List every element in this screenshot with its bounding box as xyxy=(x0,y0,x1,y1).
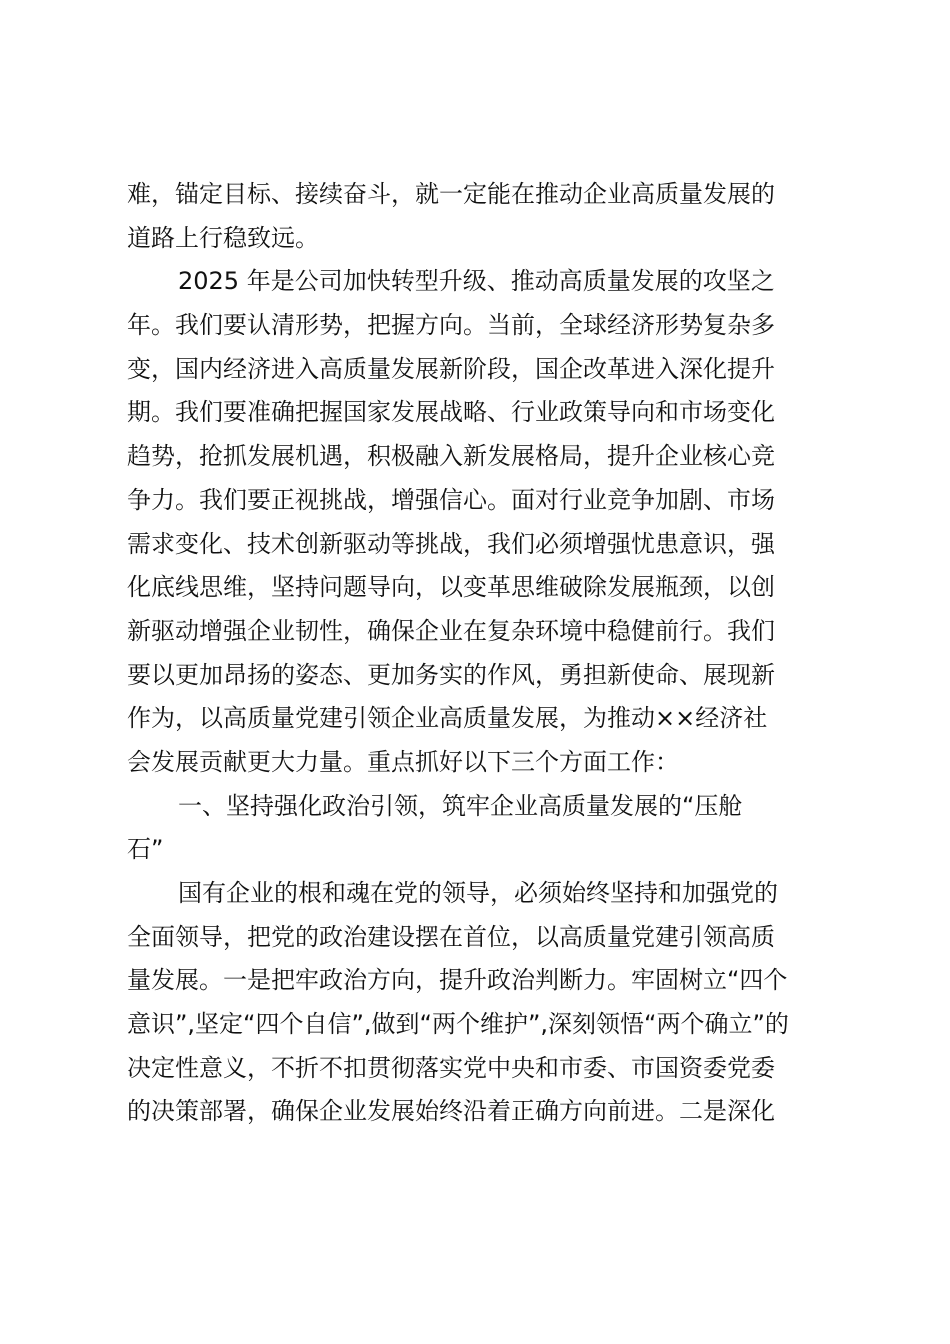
text-line: 新驱动增强企业韧性，确保企业在复杂环境中稳健前行。我们 xyxy=(127,616,775,645)
paragraph-start-line: 国有企业的根和魂在党的领导，必须始终坚持和加强党的 xyxy=(178,879,778,907)
document-body xyxy=(127,173,827,1134)
text-line: 需求变化、技术创新驱动等挑战，我们必须增强忧患意识，强 xyxy=(127,529,775,558)
paragraph-start-line: 2025 年是公司加快转型升级、推动高质量发展的攻坚之 xyxy=(178,267,775,296)
text-line: 量发展。一是把牢政治方向，提升政治判断力。牢固树立“四个 xyxy=(127,966,788,995)
section-heading: 一、坚持强化政治引领，筑牢企业高质量发展的“压舱 xyxy=(178,791,743,820)
text-line: 期。我们要准确把握国家发展战略、行业政策导向和市场变化 xyxy=(127,398,775,427)
text-line: 趋势，抢抓发展机遇，积极融入新发展格局，提升企业核心竞 xyxy=(127,442,775,471)
text-line: 变，国内经济进入高质量发展新阶段，国企改革进入深化提升 xyxy=(127,354,775,383)
section-heading-continued: 石” xyxy=(127,835,164,864)
text-line: 意识”,坚定“四个自信”,做到“两个维护”,深刻领悟“两个确立”的 xyxy=(127,1010,789,1039)
text-line: 年。我们要认清形势，把握方向。当前，全球经济形势复杂多 xyxy=(127,311,775,340)
text-line: 道路上行稳致远。 xyxy=(127,223,319,252)
text-line: 全面领导，把党的政治建设摆在首位，以高质量党建引领高质 xyxy=(127,922,775,951)
text-line: 的决策部署，确保企业发展始终沿着正确方向前进。二是深化 xyxy=(127,1097,775,1126)
text-line: 难，锚定目标、接续奋斗，就一定能在推动企业高质量发展的 xyxy=(127,180,775,208)
text-line: 要以更加昂扬的姿态、更加务实的作风，勇担新使命、展现新 xyxy=(127,660,775,689)
text-line: 决定性意义，不折不扣贯彻落实党中央和市委、市国资委党委 xyxy=(127,1053,775,1082)
text-line: 会发展贡献更大力量。重点抓好以下三个方面工作： xyxy=(127,747,679,776)
text-line: 作为，以高质量党建引领企业高质量发展，为推动××经济社 xyxy=(127,704,768,733)
text-line: 争力。我们要正视挑战，增强信心。面对行业竞争加剧、市场 xyxy=(127,485,775,514)
text-line: 化底线思维，坚持问题导向，以变革思维破除发展瓶颈，以创 xyxy=(127,573,775,602)
